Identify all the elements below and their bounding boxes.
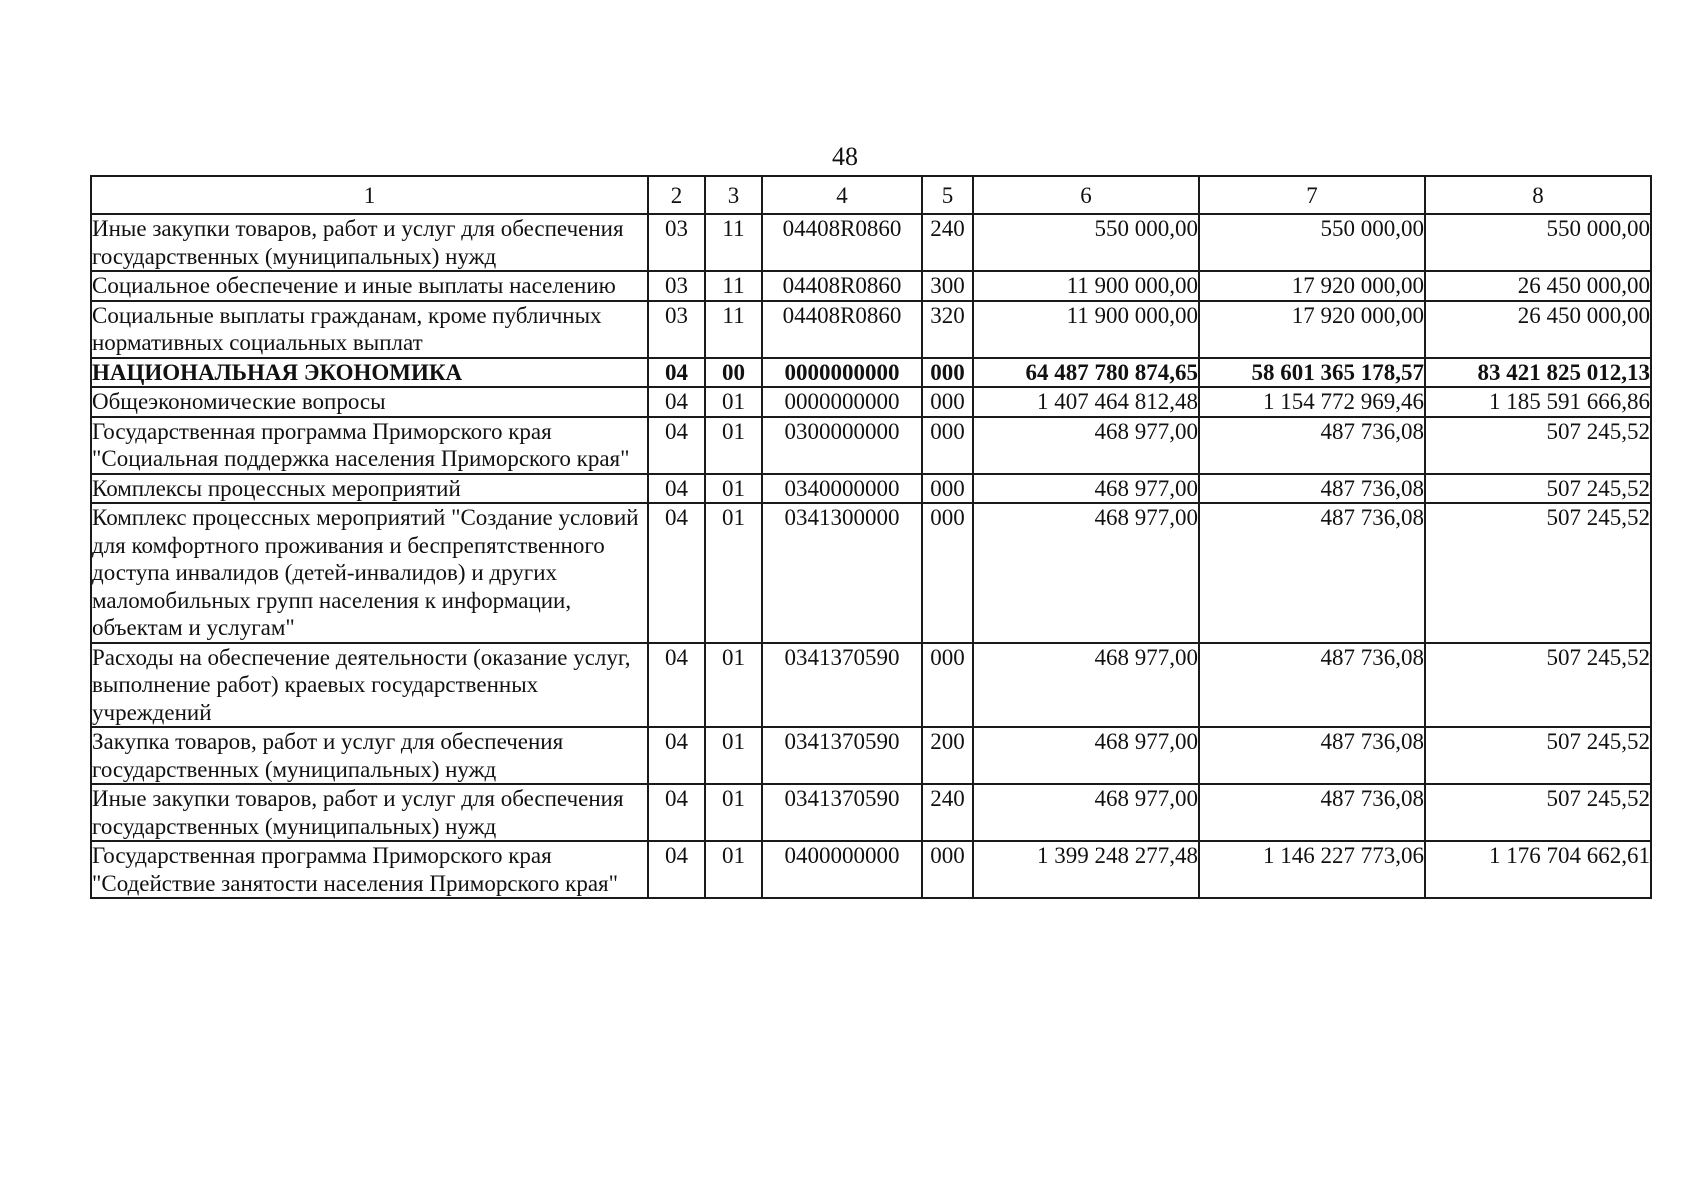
column-header: 6 (973, 176, 1199, 214)
expense-type-cell: 000 (922, 503, 973, 643)
column-header: 5 (922, 176, 973, 214)
table-row (91, 503, 1651, 643)
amount-col8-cell: 26 450 000,00 (1425, 271, 1651, 301)
table-row (91, 271, 1651, 301)
amount-col7-cell: 58 601 365 178,57 (1199, 358, 1425, 388)
target-article-cell: 0341370590 (762, 643, 922, 728)
amount-col7-cell: 550 000,00 (1199, 214, 1425, 271)
amount-col7-cell: 487 736,08 (1199, 474, 1425, 504)
column-header: 1 (91, 176, 648, 214)
amount-col7-cell: 1 146 227 773,06 (1199, 841, 1425, 898)
subsection-code-cell: 01 (705, 841, 762, 898)
section-code-cell: 04 (648, 727, 705, 784)
subsection-code-cell: 01 (705, 387, 762, 417)
amount-col7-cell: 487 736,08 (1199, 417, 1425, 474)
amount-col8-cell: 507 245,52 (1425, 643, 1651, 728)
amount-col6-cell: 1 399 248 277,48 (973, 841, 1199, 898)
target-article-cell: 0341370590 (762, 784, 922, 841)
subsection-code-cell: 01 (705, 503, 762, 643)
amount-col7-cell: 487 736,08 (1199, 784, 1425, 841)
subsection-code-cell: 01 (705, 643, 762, 728)
subsection-code-cell: 00 (705, 358, 762, 388)
target-article-cell: 04408R0860 (762, 271, 922, 301)
target-article-cell: 0341370590 (762, 727, 922, 784)
expense-type-cell: 320 (922, 301, 973, 358)
amount-col8-cell: 507 245,52 (1425, 417, 1651, 474)
expense-type-cell: 000 (922, 643, 973, 728)
amount-col8-cell: 507 245,52 (1425, 503, 1651, 643)
expense-type-cell: 000 (922, 417, 973, 474)
amount-col8-cell: 507 245,52 (1425, 727, 1651, 784)
row-name-cell: Общеэкономические вопросы (91, 387, 648, 417)
target-article-cell: 0000000000 (762, 387, 922, 417)
target-article-cell: 0340000000 (762, 474, 922, 504)
amount-col7-cell: 17 920 000,00 (1199, 301, 1425, 358)
target-article-cell: 04408R0860 (762, 214, 922, 271)
amount-col6-cell: 468 977,00 (973, 727, 1199, 784)
amount-col6-cell: 64 487 780 874,65 (973, 358, 1199, 388)
amount-col6-cell: 1 407 464 812,48 (973, 387, 1199, 417)
amount-col8-cell: 83 421 825 012,13 (1425, 358, 1651, 388)
row-name-cell: Государственная программа Приморского края "Социальная поддержка населения Приморского края" (91, 417, 648, 474)
amount-col8-cell: 507 245,52 (1425, 474, 1651, 504)
page-number: 48 (832, 142, 858, 171)
subsection-code-cell: 11 (705, 301, 762, 358)
target-article-cell: 0300000000 (762, 417, 922, 474)
section-code-cell: 04 (648, 358, 705, 388)
target-article-cell: 0341300000 (762, 503, 922, 643)
section-code-cell: 04 (648, 643, 705, 728)
column-header: 4 (762, 176, 922, 214)
table-row (91, 417, 1651, 474)
target-article-cell: 0400000000 (762, 841, 922, 898)
amount-col6-cell: 11 900 000,00 (973, 271, 1199, 301)
row-name-cell: Комплекс процессных мероприятий "Создание условий для комфортного проживания и беспрепятственного доступа инвалидов (детей-инвалидов) и других маломобильных групп населения к информации, объектам и услугам" (91, 503, 648, 643)
amount-col7-cell: 1 154 772 969,46 (1199, 387, 1425, 417)
amount-col6-cell: 468 977,00 (973, 417, 1199, 474)
amount-col8-cell: 26 450 000,00 (1425, 301, 1651, 358)
section-code-cell: 03 (648, 271, 705, 301)
table-row (91, 387, 1651, 417)
column-header: 3 (705, 176, 762, 214)
amount-col7-cell: 487 736,08 (1199, 643, 1425, 728)
row-name-cell: Социальное обеспечение и иные выплаты населению (91, 271, 648, 301)
section-code-cell: 04 (648, 503, 705, 643)
section-code-cell: 03 (648, 301, 705, 358)
amount-col6-cell: 468 977,00 (973, 503, 1199, 643)
amount-col6-cell: 11 900 000,00 (973, 301, 1199, 358)
row-name-cell: Расходы на обеспечение деятельности (оказание услуг, выполнение работ) краевых государственных учреждений (91, 643, 648, 728)
column-header: 2 (648, 176, 705, 214)
subsection-code-cell: 11 (705, 271, 762, 301)
table-row (91, 727, 1651, 784)
amount-col6-cell: 468 977,00 (973, 784, 1199, 841)
amount-col6-cell: 468 977,00 (973, 474, 1199, 504)
row-name-cell: Государственная программа Приморского края "Содействие занятости населения Приморского края" (91, 841, 648, 898)
amount-col8-cell: 1 176 704 662,61 (1425, 841, 1651, 898)
amount-col6-cell: 468 977,00 (973, 643, 1199, 728)
table-row (91, 784, 1651, 841)
table-row (91, 841, 1651, 898)
row-name-cell: Иные закупки товаров, работ и услуг для обеспечения государственных (муниципальных) нужд (91, 784, 648, 841)
amount-col8-cell: 507 245,52 (1425, 784, 1651, 841)
amount-col7-cell: 17 920 000,00 (1199, 271, 1425, 301)
expense-type-cell: 200 (922, 727, 973, 784)
amount-col8-cell: 1 185 591 666,86 (1425, 387, 1651, 417)
row-name-cell: Закупка товаров, работ и услуг для обеспечения государственных (муниципальных) нужд (91, 727, 648, 784)
target-article-cell: 04408R0860 (762, 301, 922, 358)
column-header: 7 (1199, 176, 1425, 214)
expense-type-cell: 300 (922, 271, 973, 301)
amount-col7-cell: 487 736,08 (1199, 503, 1425, 643)
expense-type-cell: 240 (922, 784, 973, 841)
section-code-cell: 03 (648, 214, 705, 271)
budget-table (90, 175, 1652, 899)
section-code-cell: 04 (648, 387, 705, 417)
expense-type-cell: 000 (922, 841, 973, 898)
subsection-code-cell: 01 (705, 784, 762, 841)
expense-type-cell: 000 (922, 474, 973, 504)
subsection-code-cell: 01 (705, 474, 762, 504)
amount-col6-cell: 550 000,00 (973, 214, 1199, 271)
table-row (91, 474, 1651, 504)
table-row (91, 301, 1651, 358)
section-code-cell: 04 (648, 474, 705, 504)
subsection-code-cell: 01 (705, 727, 762, 784)
table-body (91, 214, 1651, 898)
amount-col8-cell: 550 000,00 (1425, 214, 1651, 271)
expense-type-cell: 000 (922, 387, 973, 417)
subsection-code-cell: 01 (705, 417, 762, 474)
row-name-cell: Иные закупки товаров, работ и услуг для обеспечения государственных (муниципальных) нужд (91, 214, 648, 271)
header-row (91, 176, 1651, 214)
row-name-cell: Социальные выплаты гражданам, кроме публичных нормативных социальных выплат (91, 301, 648, 358)
amount-col7-cell: 487 736,08 (1199, 727, 1425, 784)
subsection-code-cell: 11 (705, 214, 762, 271)
table-row (91, 643, 1651, 728)
table-row (91, 214, 1651, 271)
row-name-cell: НАЦИОНАЛЬНАЯ ЭКОНОМИКА (91, 358, 648, 388)
column-header: 8 (1425, 176, 1651, 214)
target-article-cell: 0000000000 (762, 358, 922, 388)
table-row (91, 358, 1651, 388)
section-code-cell: 04 (648, 784, 705, 841)
section-code-cell: 04 (648, 841, 705, 898)
section-code-cell: 04 (648, 417, 705, 474)
expense-type-cell: 240 (922, 214, 973, 271)
expense-type-cell: 000 (922, 358, 973, 388)
row-name-cell: Комплексы процессных мероприятий (91, 474, 648, 504)
